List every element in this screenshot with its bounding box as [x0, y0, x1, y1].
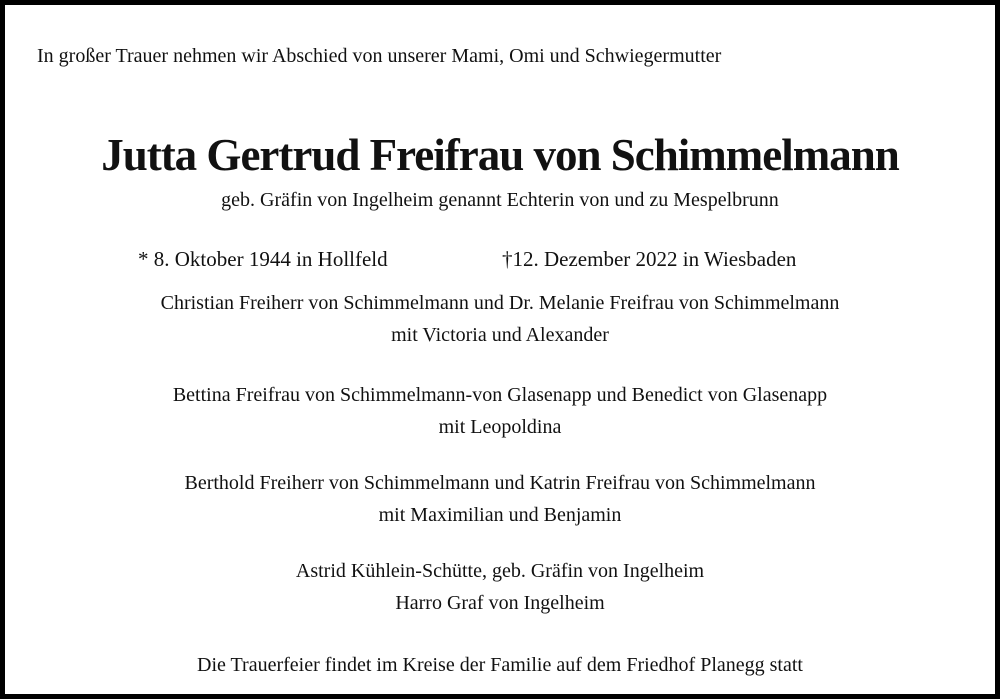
deceased-name: Jutta Gertrud Freifrau von Schimmelmann [101, 130, 899, 180]
mourner-line: Christian Freiherr von Schimmelmann und Dr. Melanie Freifrau von Schimmelmann [160, 292, 840, 314]
mourner-line: mit Maximilian und Benjamin [378, 504, 622, 526]
mourner-line: mit Leopoldina [438, 416, 562, 438]
death-date: †12. Dezember 2022 in Wiesbaden [502, 247, 797, 271]
mourner-line: Bettina Freifrau von Schimmelmann-von Glasenapp und Benedict von Glasenapp [172, 384, 828, 406]
birth-date: * 8. Oktober 1944 in Hollfeld [138, 247, 388, 271]
birth-name: geb. Gräfin von Ingelheim genannt Echterin von und zu Mespelbrunn [221, 189, 779, 211]
mourner-line: Berthold Freiherr von Schimmelmann und Katrin Freifrau von Schimmelmann [184, 472, 816, 494]
mourner-line: mit Victoria und Alexander [391, 324, 609, 346]
closing-text: Die Trauerfeier findet im Kreise der Familie auf dem Friedhof Planegg statt [197, 654, 803, 676]
intro-text: In großer Trauer nehmen wir Abschied von unserer Mami, Omi und Schwiegermutter [37, 45, 722, 67]
mourner-line: Harro Graf von Ingelheim [395, 592, 605, 614]
mourner-line: Astrid Kühlein-Schütte, geb. Gräfin von Ingelheim [295, 560, 705, 582]
